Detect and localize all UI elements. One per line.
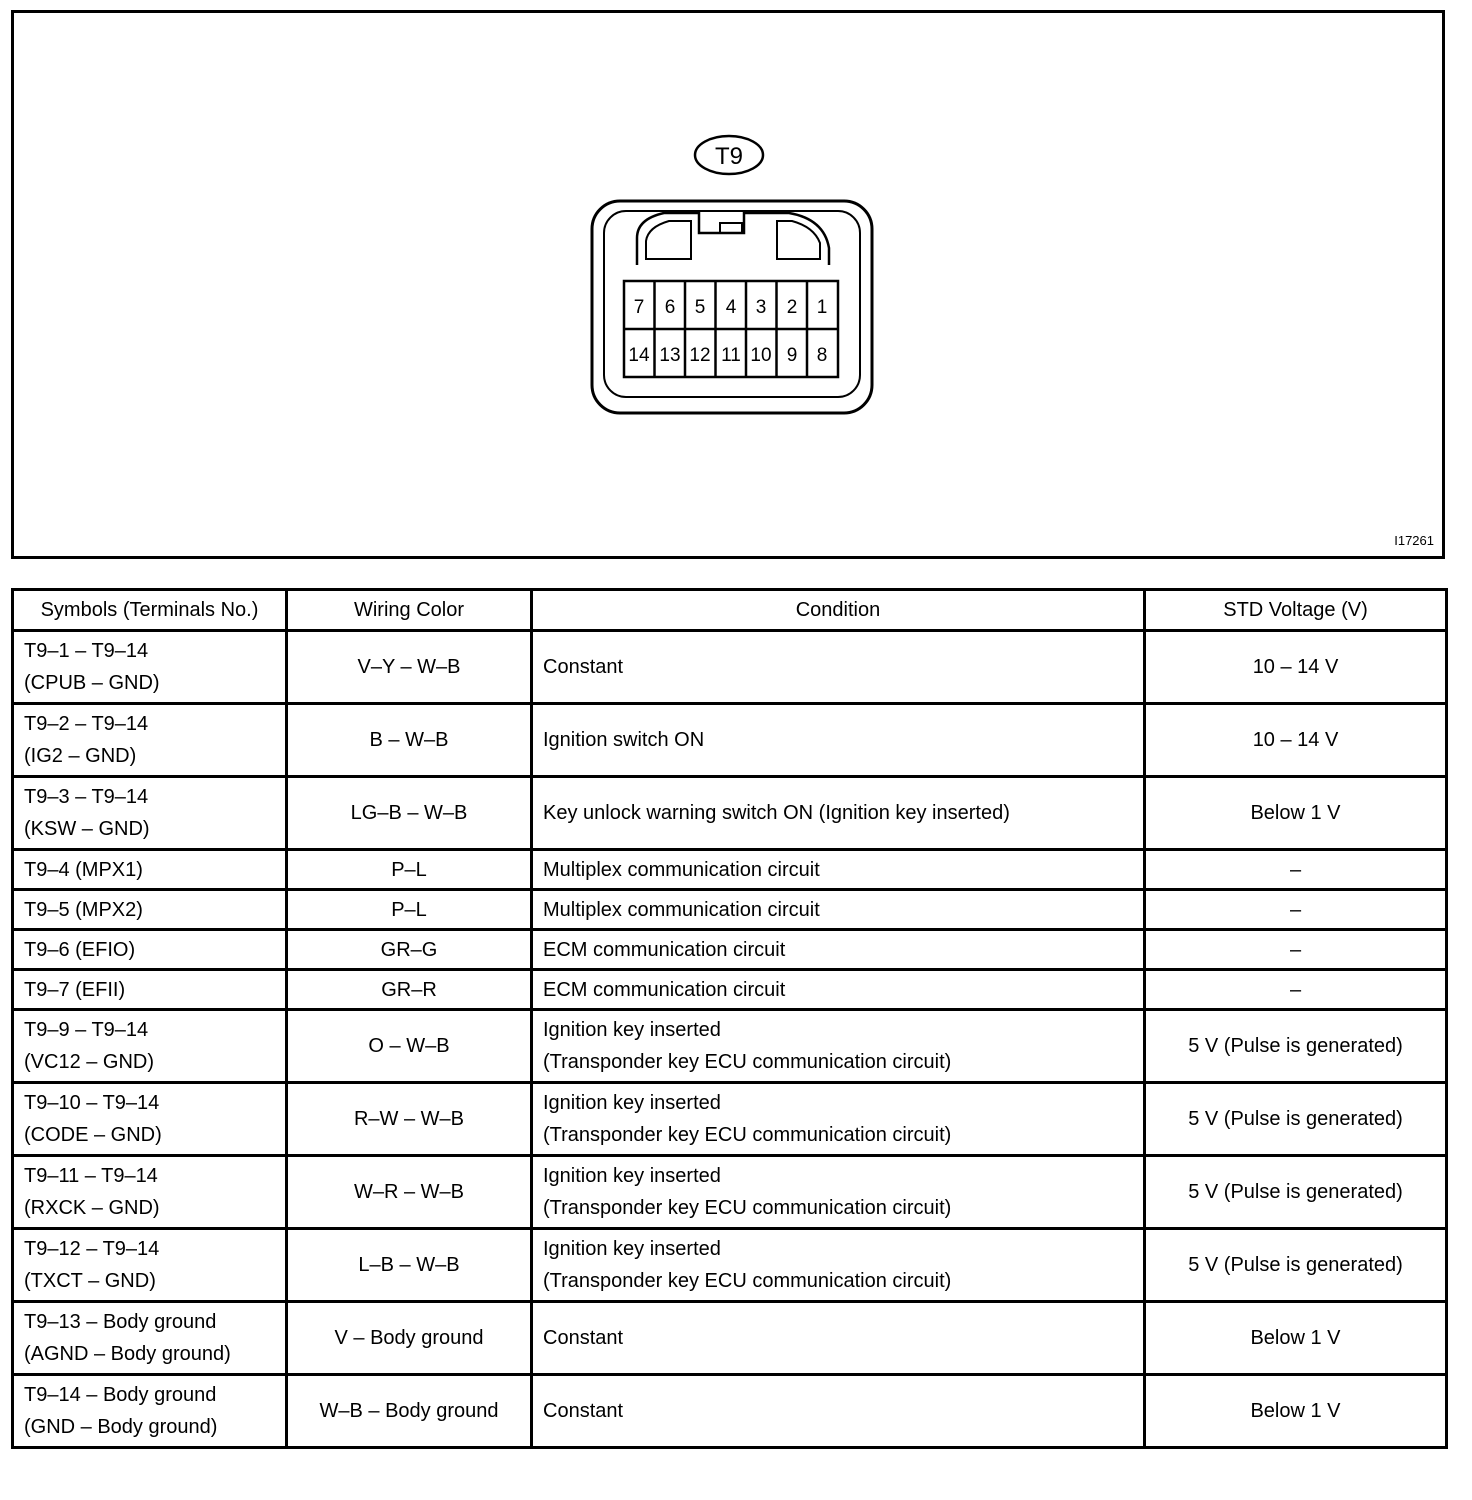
connector-lock-outline xyxy=(637,213,829,265)
cell-wiring: GR–R xyxy=(287,970,532,1010)
cell-condition: Ignition key inserted (Transponder key ECU communication circuit) xyxy=(532,1083,1145,1156)
cell-condition: Ignition switch ON xyxy=(532,704,1145,777)
table-row xyxy=(13,1083,1447,1156)
pin-number: 8 xyxy=(816,345,828,366)
header-condition: Condition xyxy=(532,590,1145,631)
table-row xyxy=(13,850,1447,890)
pin-number: 10 xyxy=(750,345,772,366)
cell-voltage: 5 V (Pulse is generated) xyxy=(1145,1156,1447,1229)
cell-condition: ECM communication circuit xyxy=(532,970,1145,1010)
cell-voltage: – xyxy=(1145,890,1447,930)
cell-wiring: P–L xyxy=(287,850,532,890)
pin-number: 2 xyxy=(786,297,798,318)
pin-number: 6 xyxy=(664,297,676,318)
cell-voltage: Below 1 V xyxy=(1145,777,1447,850)
cell-symbol: T9–10 – T9–14 (CODE – GND) xyxy=(13,1083,287,1156)
cell-wiring: B – W–B xyxy=(287,704,532,777)
cell-symbol: T9–13 – Body ground (AGND – Body ground) xyxy=(13,1302,287,1375)
cell-symbol: T9–2 – T9–14 (IG2 – GND) xyxy=(13,704,287,777)
cell-symbol: T9–11 – T9–14 (RXCK – GND) xyxy=(13,1156,287,1229)
cell-voltage: 5 V (Pulse is generated) xyxy=(1145,1083,1447,1156)
cell-voltage: 10 – 14 V xyxy=(1145,704,1447,777)
cell-voltage: 10 – 14 V xyxy=(1145,631,1447,704)
cell-condition: Constant xyxy=(532,631,1145,704)
cell-wiring: LG–B – W–B xyxy=(287,777,532,850)
cell-voltage: Below 1 V xyxy=(1145,1302,1447,1375)
table-header-row xyxy=(13,590,1447,631)
table-row xyxy=(13,1229,1447,1302)
pin-number: 3 xyxy=(755,297,767,318)
cell-symbol: T9–12 – T9–14 (TXCT – GND) xyxy=(13,1229,287,1302)
pin-number: 12 xyxy=(689,345,711,366)
pin-number: 9 xyxy=(786,345,798,366)
cell-voltage: 5 V (Pulse is generated) xyxy=(1145,1010,1447,1083)
cell-voltage: – xyxy=(1145,930,1447,970)
table-row xyxy=(13,1156,1447,1229)
cell-voltage: – xyxy=(1145,850,1447,890)
cell-wiring: W–B – Body ground xyxy=(287,1375,532,1448)
cell-condition: Constant xyxy=(532,1302,1145,1375)
pin-number: 13 xyxy=(659,345,681,366)
cell-wiring: O – W–B xyxy=(287,1010,532,1083)
cell-condition: Multiplex communication circuit xyxy=(532,850,1145,890)
table-row xyxy=(13,1375,1447,1448)
cell-voltage: Below 1 V xyxy=(1145,1375,1447,1448)
figure-id: I17261 xyxy=(1394,533,1434,548)
header-wiring-color: Wiring Color xyxy=(287,590,532,631)
cell-wiring: V–Y – W–B xyxy=(287,631,532,704)
cell-condition: ECM communication circuit xyxy=(532,930,1145,970)
pin-number: 14 xyxy=(628,345,650,366)
cell-condition: Constant xyxy=(532,1375,1145,1448)
table-row xyxy=(13,1010,1447,1083)
lock-latch xyxy=(720,223,742,233)
cell-symbol: T9–7 (EFII) xyxy=(13,970,287,1010)
lock-tab-right xyxy=(777,221,820,259)
cell-condition: Multiplex communication circuit xyxy=(532,890,1145,930)
cell-symbol: T9–9 – T9–14 (VC12 – GND) xyxy=(13,1010,287,1083)
cell-wiring: L–B – W–B xyxy=(287,1229,532,1302)
lock-tab-left xyxy=(646,221,691,259)
cell-condition: Key unlock warning switch ON (Ignition key inserted) xyxy=(532,777,1145,850)
table-row xyxy=(13,631,1447,704)
cell-condition: Ignition key inserted (Transponder key ECU communication circuit) xyxy=(532,1156,1145,1229)
pin-number: 4 xyxy=(725,297,737,318)
connector-label: T9 xyxy=(714,143,744,170)
table-row xyxy=(13,930,1447,970)
pin-number: 7 xyxy=(633,297,645,318)
header-std-voltage: STD Voltage (V) xyxy=(1145,590,1447,631)
cell-symbol: T9–3 – T9–14 (KSW – GND) xyxy=(13,777,287,850)
pin-number: 5 xyxy=(694,297,706,318)
cell-symbol: T9–4 (MPX1) xyxy=(13,850,287,890)
cell-condition: Ignition key inserted (Transponder key ECU communication circuit) xyxy=(532,1010,1145,1083)
pin-number: 1 xyxy=(816,297,828,318)
connector-t9-diagram xyxy=(574,123,894,423)
header-symbols: Symbols (Terminals No.) xyxy=(13,590,287,631)
cell-wiring: W–R – W–B xyxy=(287,1156,532,1229)
cell-voltage: 5 V (Pulse is generated) xyxy=(1145,1229,1447,1302)
cell-symbol: T9–6 (EFIO) xyxy=(13,930,287,970)
table-row xyxy=(13,1302,1447,1375)
cell-symbol: T9–1 – T9–14 (CPUB – GND) xyxy=(13,631,287,704)
cell-wiring: GR–G xyxy=(287,930,532,970)
connector-diagram-frame xyxy=(11,10,1445,559)
table-row xyxy=(13,704,1447,777)
cell-symbol: T9–5 (MPX2) xyxy=(13,890,287,930)
pin-number: 11 xyxy=(721,345,741,366)
cell-wiring: V – Body ground xyxy=(287,1302,532,1375)
table-row xyxy=(13,970,1447,1010)
pin-numbers-bottom xyxy=(628,345,827,366)
table-row xyxy=(13,890,1447,930)
cell-voltage: – xyxy=(1145,970,1447,1010)
cell-condition: Ignition key inserted (Transponder key ECU communication circuit) xyxy=(532,1229,1145,1302)
cell-wiring: R–W – W–B xyxy=(287,1083,532,1156)
pin-numbers-top xyxy=(634,297,828,318)
cell-wiring: P–L xyxy=(287,890,532,930)
table-row xyxy=(13,777,1447,850)
cell-symbol: T9–14 – Body ground (GND – Body ground) xyxy=(13,1375,287,1448)
terminal-spec-table xyxy=(11,588,1448,1449)
